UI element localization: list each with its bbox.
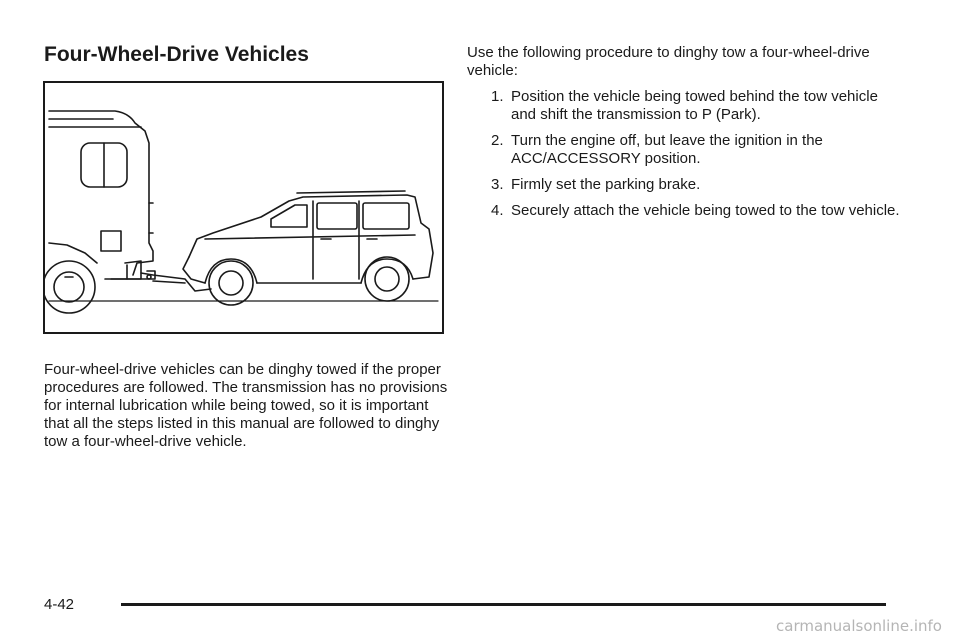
step-number: 2.	[491, 132, 504, 149]
suv-drawing	[183, 191, 433, 305]
motorhome-drawing	[45, 111, 155, 313]
section-heading: Four-Wheel-Drive Vehicles	[44, 43, 309, 66]
towing-illustration	[43, 81, 444, 334]
procedure-steps	[467, 88, 907, 220]
page-number: 4-42	[44, 596, 75, 613]
step-text: Securely attach the vehicle being towed to the tow vehicle.	[511, 202, 900, 219]
step-text: Firmly set the parking brake.	[511, 176, 701, 193]
step-text: Turn the engine off, but leave the ignition in the ACC/ACCESSORY position.	[511, 132, 823, 167]
step-text: Position the vehicle being towed behind the tow vehicle and shift the transmission to P (Park).	[511, 88, 878, 123]
step-number: 4.	[491, 202, 504, 219]
list-item	[467, 202, 907, 220]
step-number: 1.	[491, 88, 504, 105]
list-item	[467, 132, 907, 168]
step-number: 3.	[491, 176, 504, 193]
procedure-column	[467, 44, 907, 220]
footer-divider	[121, 603, 886, 606]
procedure-intro: Use the following procedure to dinghy tow a four-wheel-drive vehicle:	[467, 44, 870, 79]
section-body: Four-wheel-drive vehicles can be dinghy towed if the proper procedures are followed. The transmission has no provisions for internal lubrication while being towed, so it is important that all the steps listed in this manual are followed to dinghy tow a four-wheel-drive vehicle.	[44, 361, 448, 450]
list-item	[467, 88, 907, 124]
list-item	[467, 176, 907, 194]
watermark: carmanualsonline.info	[776, 617, 942, 635]
